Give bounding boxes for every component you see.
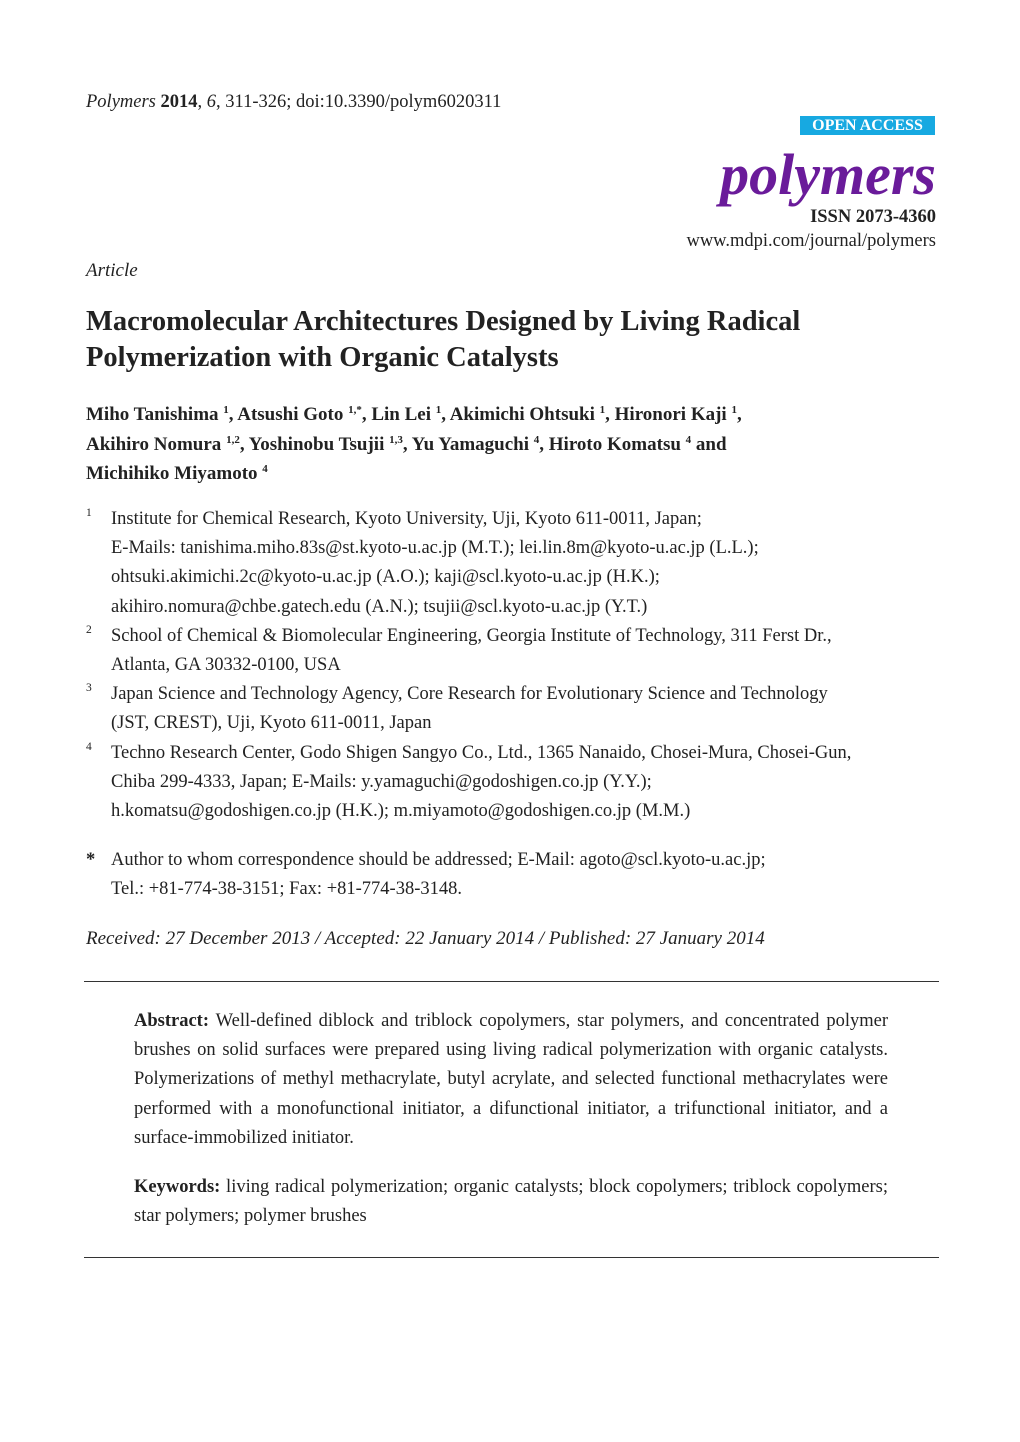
affiliation-number: 3 [86, 682, 92, 695]
affiliation-line: h.komatsu@godoshigen.co.jp (H.K.); m.miyamoto@godoshigen.co.jp (M.M.) [111, 801, 691, 821]
affiliation-line: Japan Science and Technology Agency, Core Research for Evolutionary Science and Technology [111, 684, 828, 705]
affiliation-line: E-Mails: tanishima.miho.83s@st.kyoto-u.ac.jp (M.T.); lei.lin.8m@kyoto-u.ac.jp (L.L.); [111, 538, 759, 559]
article-type: Article [86, 260, 138, 281]
divider [84, 1257, 939, 1258]
affiliation-number: 4 [86, 740, 92, 753]
abstract [134, 1007, 888, 1153]
affiliation-number: 2 [86, 623, 92, 636]
affiliation-line: Chiba 299-4333, Japan; E-Mails: y.yamaguchi@godoshigen.co.jp (Y.Y.); [111, 771, 652, 792]
affiliation-line: ohtsuki.akimichi.2c@kyoto-u.ac.jp (A.O.); kaji@scl.kyoto-u.ac.jp (H.K.); [111, 567, 660, 588]
affiliation-marker: 1,* [348, 404, 362, 416]
abstract-label: Abstract: [134, 1011, 210, 1031]
affiliation-line: Atlanta, GA 30332-0100, USA [111, 655, 341, 675]
affiliation [86, 680, 828, 738]
affiliation-marker: 1,3 [389, 433, 403, 446]
author-list [86, 400, 742, 489]
author-name: , [736, 404, 742, 425]
keywords-text: living radical polymerization; organic catalysts; block copolymers; triblock copolymers; star polymers; polymer brushes [134, 1177, 888, 1227]
author-name: , Yoshinobu Tsujii [239, 433, 390, 455]
author-name: Michihiko Miyamoto [86, 463, 263, 484]
citation: Polymers 2014, 6, 311-326; doi:10.3390/polym6020311 [86, 92, 502, 112]
author-line [86, 400, 742, 430]
author-line [86, 430, 742, 460]
author-name: , Hiroto Komatsu [539, 433, 686, 455]
author-name: , Yu Yamaguchi [402, 433, 534, 455]
affiliation-marker: 1 [731, 404, 737, 416]
correspondence-line: Author to whom correspondence should be addressed; E-Mail: agoto@scl.kyoto-u.ac.jp; [111, 850, 766, 870]
issn: ISSN 2073-4360 [810, 207, 936, 227]
affiliation-marker: 4 [262, 463, 268, 475]
affiliation-number: 1 [86, 507, 92, 519]
author-line [86, 459, 742, 489]
journal-logo: polymers [720, 142, 936, 207]
author-name: Akihiro Nomura [86, 433, 227, 455]
author-name: and [691, 433, 727, 455]
pages-doi: , 311-326; doi:10.3390/polym6020311 [216, 92, 502, 112]
affiliation-line: akihiro.nomura@chbe.gatech.edu (A.N.); tsujii@scl.kyoto-u.ac.jp (Y.T.) [111, 596, 648, 617]
keywords-label: Keywords: [134, 1177, 221, 1197]
asterisk: * [86, 850, 96, 870]
author-name: , Hironori Kaji [605, 404, 732, 425]
journal-url[interactable]: www.mdpi.com/journal/polymers [686, 231, 936, 251]
affiliation-line: Techno Research Center, Godo Shigen Sangyo Co., Ltd., 1365 Nanaido, Chosei-Mura, Chosei-Gun, [111, 742, 852, 763]
correspondence-line: Tel.: +81-774-38-3151; Fax: +81-774-38-3148. [111, 879, 462, 900]
affiliation-line: School of Chemical & Biomolecular Engineering, Georgia Institute of Technology, 311 Ferst Dr., [111, 625, 832, 646]
divider [84, 981, 939, 982]
affiliation-marker: 1,2 [226, 433, 240, 446]
affiliation-line: Institute for Chemical Research, Kyoto University, Uji, Kyoto 611-0011, Japan; [111, 509, 702, 529]
affiliation-marker: 1 [599, 404, 606, 416]
author-name: , Atsushi Goto [228, 404, 349, 425]
correspondence [86, 846, 766, 904]
affiliation-marker: 1 [223, 404, 229, 416]
affiliation-marker: 1 [435, 404, 442, 416]
author-name: , Lin Lei [361, 404, 436, 425]
open-access-badge: OPEN ACCESS [800, 116, 935, 135]
dates: Received: 27 December 2013 / Accepted: 22 January 2014 / Published: 27 January 2014 [86, 928, 765, 949]
keywords [134, 1173, 888, 1231]
affiliation [86, 739, 851, 827]
paper-title: Macromolecular Architectures Designed by Living Radical Polymerization with Organic Catalysts [86, 306, 801, 373]
year: 2014 [160, 92, 198, 112]
affiliation [86, 505, 759, 622]
volume: 6 [206, 92, 216, 112]
author-name: Miho Tanishima [86, 404, 224, 425]
abstract-text: Well-defined diblock and triblock copolymers, star polymers, and concentrated polymer brushes on solid surfaces were prepared using living radical polymerization with organic catalysts. Polymerizations of methyl methacrylate, butyl acrylate, and selected functional methacrylates were performed with a monofunctional initiator, a difunctional initiator, a trifunctional initiator, and a surface-immobilized initiator. [134, 1011, 888, 1148]
affiliation-marker: 4 [533, 433, 540, 446]
journal-name: Polymers [86, 92, 156, 112]
affiliation [86, 622, 832, 680]
affiliation-line: (JST, CREST), Uji, Kyoto 611-0011, Japan [111, 713, 432, 734]
affiliation-marker: 4 [685, 433, 692, 446]
author-name: , Akimichi Ohtsuki [441, 404, 600, 425]
